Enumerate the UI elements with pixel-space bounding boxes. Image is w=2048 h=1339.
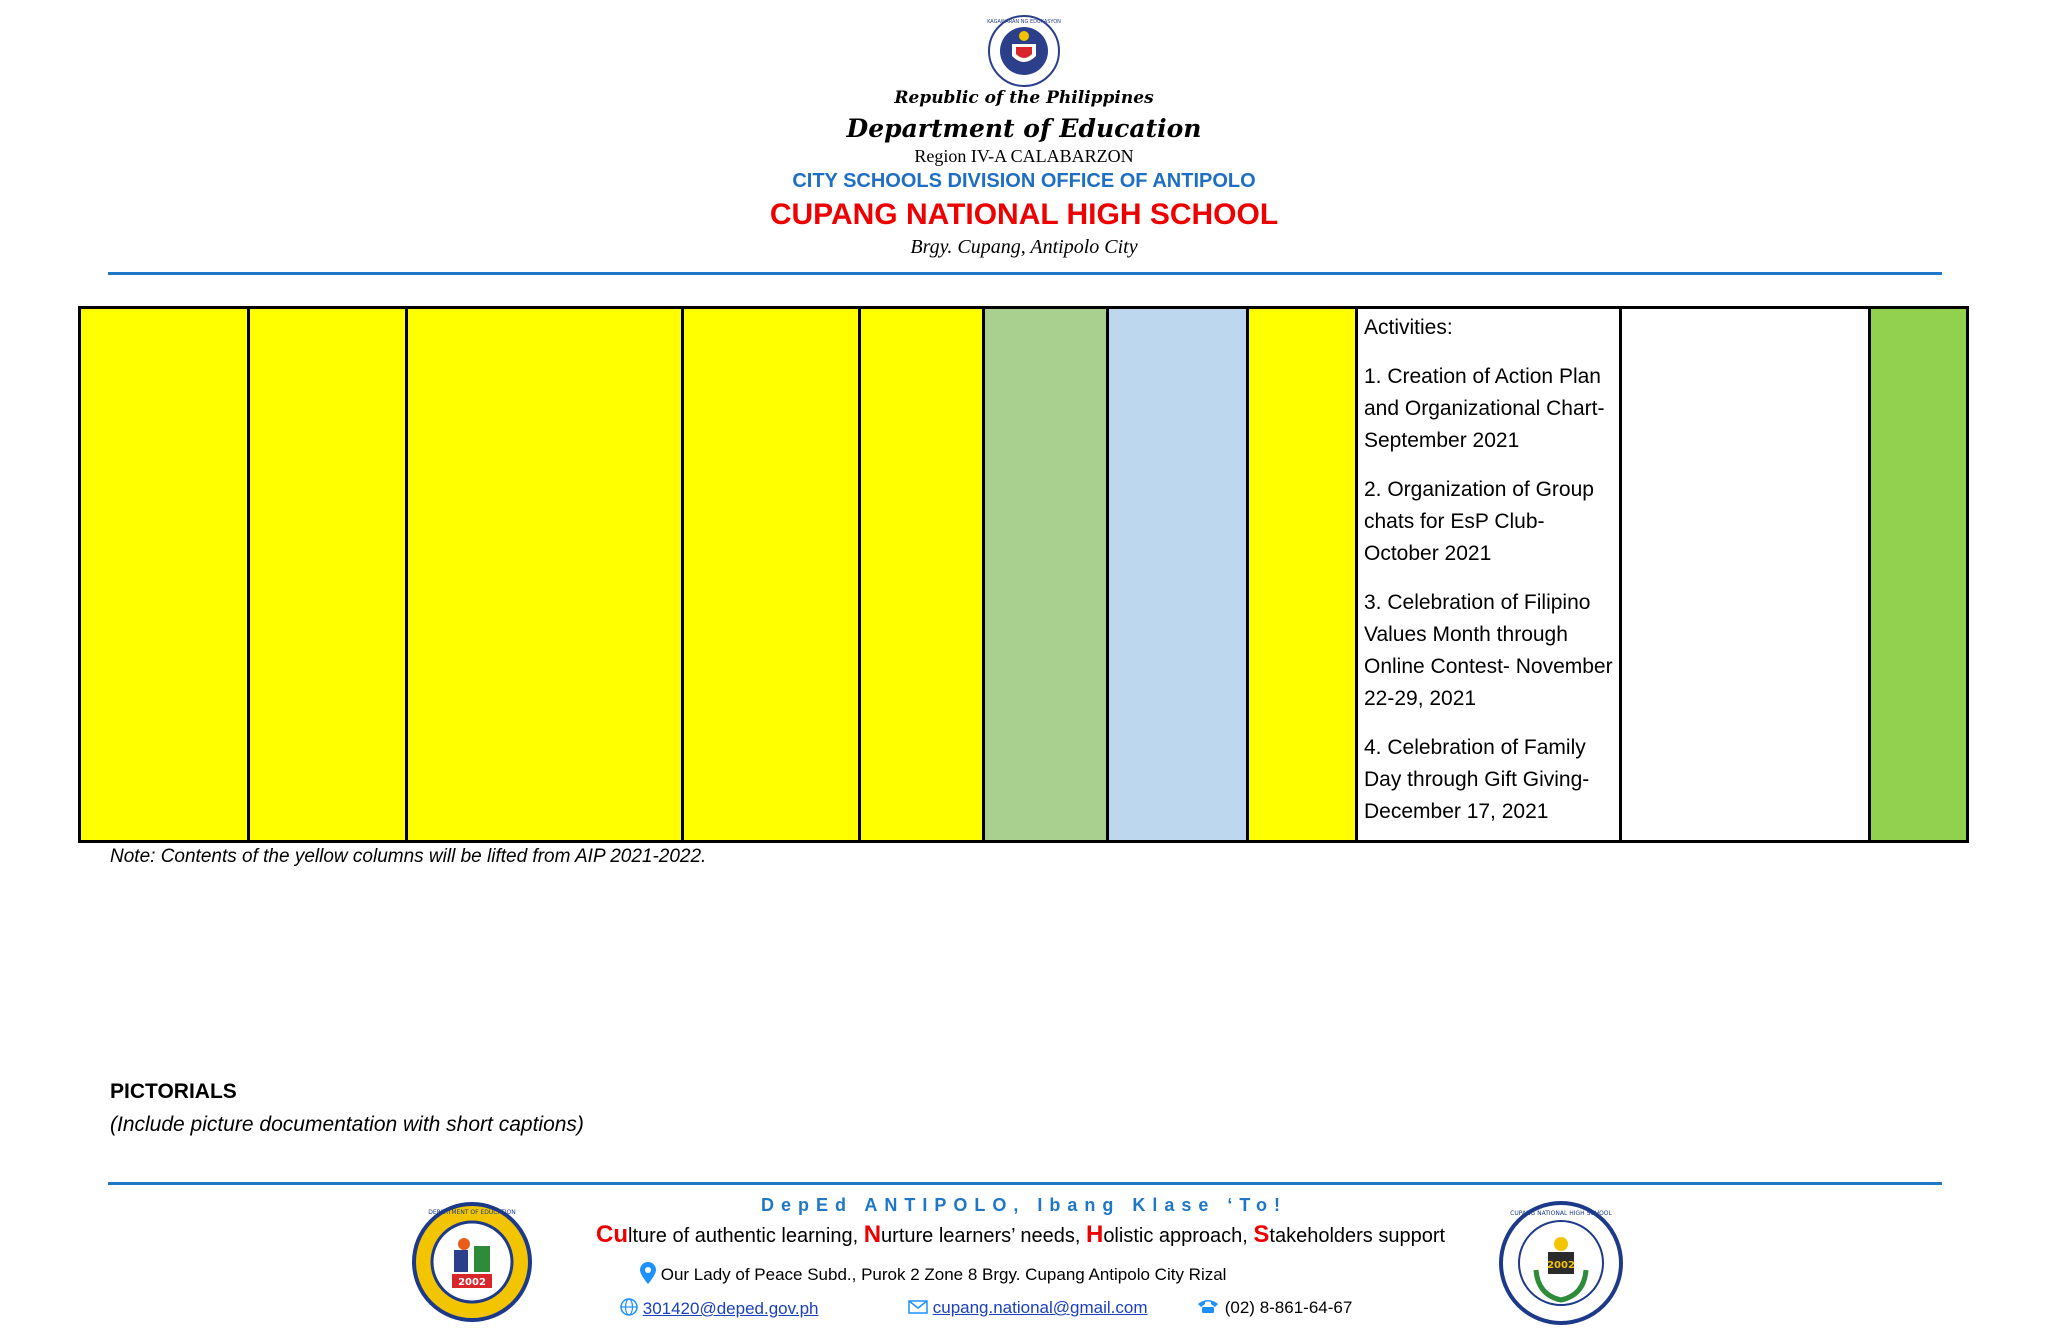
motto-initial: H [1085, 1221, 1104, 1248]
school-logo-year: 2002 [1547, 1260, 1575, 1271]
activity-item: 3. Celebration of Filipino Values Month through Online Contest- November 22-29, 2021 [1364, 591, 1613, 710]
contact-gmail [908, 1298, 1148, 1319]
activity-item: 1. Creation of Action Plan and Organizational Chart- September 2021 [1364, 365, 1605, 452]
footer-slogan: DepEd ANTIPOLO, Ibang Klase ‘To! [760, 1195, 1288, 1215]
table-column-bright-green [1871, 309, 1966, 840]
school-logo-ring-text: CUPANG NATIONAL HIGH SCHOOL [1510, 1210, 1612, 1217]
school-logo [1498, 1200, 1624, 1326]
seal-ring-text: KAGAWARAN NG EDUKASYON [987, 19, 1061, 25]
contact-deped-email [620, 1298, 819, 1321]
table-column-blue [1109, 309, 1249, 840]
table-column-yellow-1 [81, 309, 250, 840]
header-divider [108, 272, 1942, 275]
department-title: Department of Education [846, 114, 1202, 143]
motto-initial: Cu [596, 1221, 628, 1248]
school-name: CUPANG NATIONAL HIGH SCHOOL [769, 198, 1279, 231]
activities-cell [1358, 309, 1622, 840]
aip-table [78, 306, 1969, 843]
division-logo-ring-text: DEPARTMENT OF EDUCATION [428, 1209, 516, 1216]
deped-email-link[interactable]: 301420@deped.gov.ph [642, 1298, 819, 1318]
table-column-yellow-4 [684, 309, 861, 840]
division-logo [410, 1200, 534, 1324]
table-note: Note: Contents of the yellow columns will be lifted from AIP 2021-2022. [110, 846, 707, 867]
republic-line: Republic of the Philippines [894, 88, 1154, 108]
table-column-blank [1622, 309, 1871, 840]
motto-text: olistic approach, [1103, 1225, 1254, 1247]
motto-initial: N [863, 1221, 882, 1248]
footer-address [640, 1262, 1226, 1289]
division-logo-year: 2002 [458, 1277, 486, 1288]
deped-seal [987, 14, 1061, 88]
pictorials-subtitle: (Include picture documentation with short captions) [110, 1113, 584, 1136]
pictorials-title: PICTORIALS [110, 1080, 237, 1103]
school-location: Brgy. Cupang, Antipolo City [910, 236, 1138, 258]
motto-text: urture learners’ needs, [881, 1225, 1086, 1247]
footer-motto [596, 1221, 1445, 1249]
mail-icon [908, 1299, 928, 1319]
table-column-yellow-2 [250, 309, 408, 840]
footer-divider [108, 1182, 1942, 1185]
location-pin-icon [640, 1262, 656, 1289]
gmail-link[interactable]: cupang.national@gmail.com [932, 1298, 1148, 1317]
activity-item: 4. Celebration of Family Day through Gift Giving- December 17, 2021 [1364, 736, 1590, 823]
contact-phone [1196, 1298, 1352, 1319]
table-column-yellow-5 [861, 309, 985, 840]
motto-text: takeholders support [1269, 1225, 1446, 1247]
phone-icon [1196, 1298, 1220, 1319]
region-line: Region IV-A CALABARZON [914, 146, 1134, 166]
motto-text: lture of authentic learning, [628, 1225, 864, 1247]
phone-number: (02) 8-861-64-67 [1224, 1298, 1353, 1317]
activity-item: 2. Organization of Group chats for EsP Club- October 2021 [1364, 478, 1594, 565]
division-line: CITY SCHOOLS DIVISION OFFICE OF ANTIPOLO [792, 170, 1256, 192]
globe-icon [620, 1298, 638, 1321]
table-column-yellow-6 [1249, 309, 1358, 840]
table-column-green [985, 309, 1109, 840]
motto-initial: S [1253, 1221, 1270, 1248]
table-column-yellow-3 [408, 309, 684, 840]
address-text: Our Lady of Peace Subd., Purok 2 Zone 8 Brgy. Cupang Antipolo City Rizal [660, 1264, 1227, 1284]
activities-heading: Activities: [1364, 316, 1453, 339]
